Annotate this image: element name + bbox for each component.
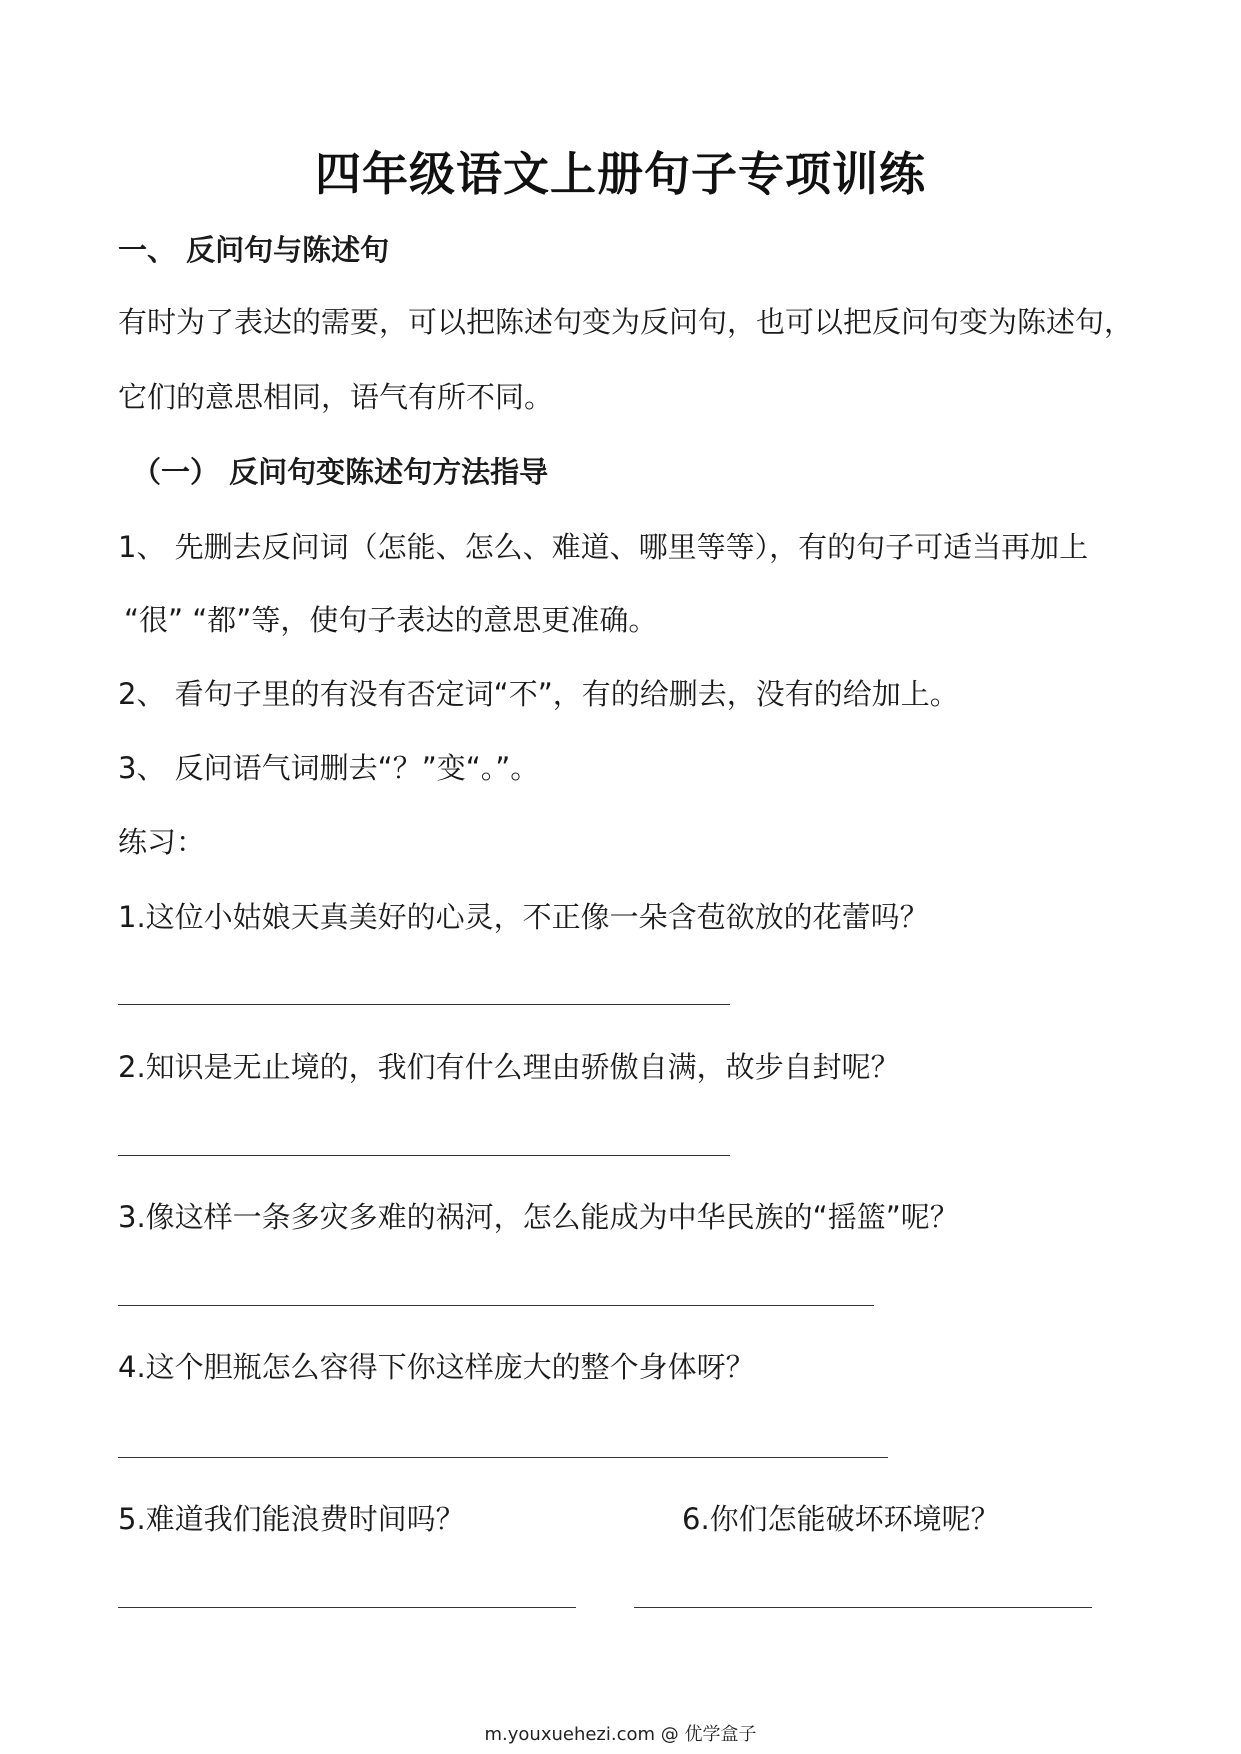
question-6: 6.你们怎能破坏环境呢？ (682, 1502, 1000, 1536)
question-4: 4.这个胆瓶怎么容得下你这样庞大的整个身体呀？ (118, 1350, 755, 1384)
question-1: 1.这位小姑娘天真美好的心灵，不正像一朵含苞欲放的花蕾吗？ (118, 900, 929, 934)
intro-text-line-1: 有时为了表达的需要，可以把陈述句变为反问句，也可以把反问句变为陈述句， (118, 305, 1134, 339)
answer-line-2[interactable] (118, 1155, 730, 1156)
rule-3: 3、 反问语气词删去“？”变“。”。 (118, 751, 540, 785)
answer-line-3[interactable] (118, 1305, 874, 1306)
answer-line-6[interactable] (634, 1607, 1092, 1608)
rule-2: 2、 看句子里的有没有否定词“不”，有的给删去，没有的给加上。 (118, 677, 959, 711)
answer-line-5[interactable] (118, 1607, 576, 1608)
footer-watermark: m.youxuehezi.com @ 优学盒子 (484, 1724, 757, 1745)
rule-1: 1、 先删去反问词（怎能、怎么、难道、哪里等等），有的句子可适当再加上 (118, 530, 1089, 564)
question-2: 2.知识是无止境的，我们有什么理由骄傲自满，故步自封呢？ (118, 1050, 900, 1084)
page-title: 四年级语文上册句子专项训练 (315, 147, 926, 201)
answer-line-1[interactable] (118, 1004, 730, 1005)
question-3: 3.像这样一条多灾多难的祸河，怎么能成为中华民族的“摇篮”呢？ (118, 1200, 959, 1234)
section-heading: 一、 反问句与陈述句 (118, 233, 390, 267)
question-5: 5.难道我们能浪费时间吗？ (118, 1502, 465, 1536)
rule-1-continued: “很” “都”等，使句子表达的意思更准确。 (124, 603, 658, 637)
exercise-label: 练习： (118, 825, 206, 859)
answer-line-4[interactable] (118, 1457, 888, 1458)
intro-text-line-2: 它们的意思相同，语气有所不同。 (118, 380, 554, 414)
subsection-heading: （一） 反问句变陈述句方法指导 (132, 455, 549, 489)
